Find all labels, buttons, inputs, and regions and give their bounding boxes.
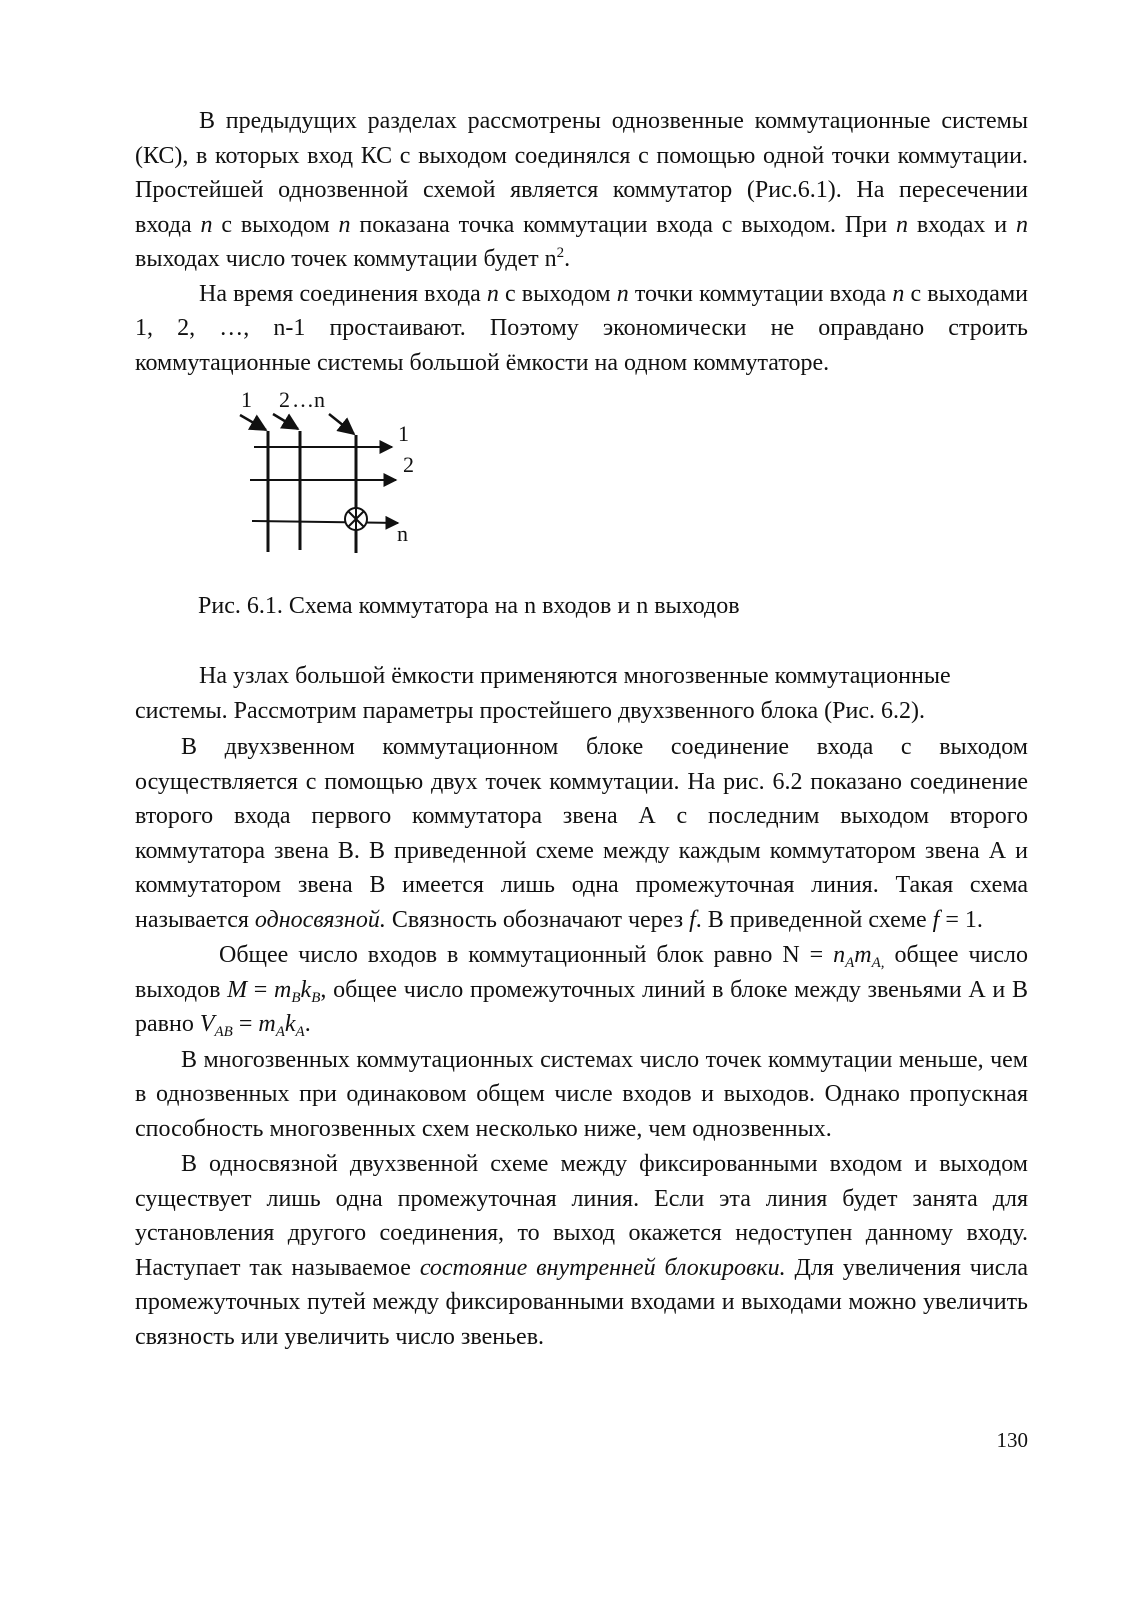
text-run: .: [304, 1011, 311, 1037]
text-run: общее число выходов: [135, 942, 1028, 1003]
italic-var: m: [274, 976, 292, 1003]
italic-var: n: [895, 211, 908, 238]
paragraph-7: [135, 1147, 1028, 1354]
text-run: с выходом: [498, 280, 617, 307]
paragraph-1: [135, 104, 1028, 277]
italic-var: n: [1016, 211, 1028, 238]
italic-var: n: [200, 211, 213, 238]
crosspoint-icon: [345, 508, 367, 530]
input-arrow-2: [273, 414, 298, 429]
text-run: На время соединения входа: [199, 280, 487, 307]
italic-var: m: [854, 942, 872, 968]
italic-var: n: [892, 280, 905, 307]
switch-diagram: [230, 385, 430, 560]
text-run: входах и: [907, 211, 1016, 238]
output-label-1: 1: [398, 421, 409, 446]
italic-var: f: [689, 906, 696, 933]
main-text: [135, 659, 1028, 1354]
emphasis-term: состояние внутренней блокировки.: [419, 1254, 786, 1281]
text-run: В односвязной двухзвенной схеме между фиксированными входом и выходом существует лишь одна промежуточная линия. Если эта линия будет занята для установления другого соединения, то выход окажется недоступен данному входу. Наступает так называемое: [135, 1151, 1028, 1281]
italic-var: n: [338, 211, 351, 238]
text-run: выходах число точек коммутации будет n: [135, 246, 557, 272]
text-run: Общее число входов в коммутационный блок равно N =: [219, 942, 834, 968]
input-label-n: …n: [292, 387, 325, 412]
italic-var: n: [486, 280, 499, 307]
subscript: A,: [871, 955, 885, 971]
text-run: = 1.: [939, 906, 983, 933]
text-run: точки коммутации входа: [628, 280, 893, 307]
paragraph-4: [135, 730, 1028, 937]
input-label-2: 2: [279, 387, 290, 412]
subscript: A: [845, 955, 855, 971]
text-run: с выходом: [212, 211, 339, 238]
input-arrow-1: [240, 415, 266, 430]
intro-text: [135, 104, 1028, 380]
figure-caption: Рис. 6.1. Схема коммутатора на n входов и n выходов: [198, 593, 740, 619]
italic-var: V: [199, 1011, 215, 1037]
input-label-1: 1: [241, 387, 252, 412]
paragraph-3: На узлах большой ёмкости применяются многозвенные коммутационные системы. Рассмотрим параметры простейшего двухзвенного блока (Рис. 6.2).: [135, 663, 951, 724]
paragraph-6: В многозвенных коммутационных системах число точек коммутации меньше, чем в однозвенных при одинаковом общем числе входов и выходов. Однако пропускная способность многозвенных схем несколько ниже, чем однозвенных.: [135, 1046, 1028, 1142]
output-label-2: 2: [403, 452, 414, 477]
output-label-n: n: [397, 521, 408, 546]
text-run: с выходами 1, 2, …, n-1 простаивают. Поэтому экономически не оправдано строить коммутационные системы большой ёмкости на одном коммутаторе.: [135, 280, 1028, 376]
emphasis-term: односвязной.: [254, 906, 386, 933]
text-run: =: [232, 1011, 259, 1037]
italic-var: f: [932, 906, 940, 933]
text-run: Связность обозначают через: [385, 906, 690, 933]
page-number: 130: [996, 1428, 1028, 1452]
italic-var: k: [284, 1011, 296, 1037]
text-run: В предыдущих разделах рассмотрены однозвенные коммутационные системы (КС), в которых вход КС с выходом соединялся с помощью одной точки коммутации. Простейшей однозвенной схемой является коммутатор (Рис.6.1). На пересечении входа: [135, 108, 1028, 238]
text-run: В двухзвенном коммутационном блоке соединение входа с выходом осуществляется с помощью двух точек коммутации. На рис. 6.2 показано соединение второго входа первого коммутатора звена А с последним выходом второго коммутатора звена В. В приведенной схеме между каждым коммутатором звена А и коммутатором звена В имеется лишь одна промежуточная линия. Такая схема называется: [135, 734, 1028, 933]
input-arrow-n: [329, 414, 354, 434]
subscript: B: [291, 989, 301, 1006]
subscript: B: [311, 989, 321, 1006]
text-run: .: [564, 246, 571, 272]
italic-var: k: [300, 976, 312, 1003]
text-run: , общее число промежуточных линий в блоке между звеньями А и В равно: [135, 976, 1028, 1037]
text-run: показана точка коммутации входа с выходом. При: [350, 211, 896, 238]
subscript: A: [295, 1024, 305, 1040]
italic-var: n: [833, 942, 846, 968]
text-run: . В приведенной схеме: [695, 906, 933, 933]
italic-var: M: [227, 976, 248, 1003]
paragraph-2: [135, 277, 1028, 381]
paragraph-5: [135, 938, 1028, 1042]
subscript: A: [275, 1024, 285, 1040]
italic-var: n: [616, 280, 629, 307]
text-run: =: [247, 976, 275, 1003]
superscript: 2: [556, 245, 565, 261]
output-line-n: [252, 521, 398, 523]
italic-var: m: [258, 1011, 276, 1037]
text-run: Для увеличения числа промежуточных путей между фиксированными входами и выходами можно увеличить связность или увеличить число звеньев.: [135, 1254, 1029, 1350]
subscript: AB: [214, 1024, 233, 1040]
